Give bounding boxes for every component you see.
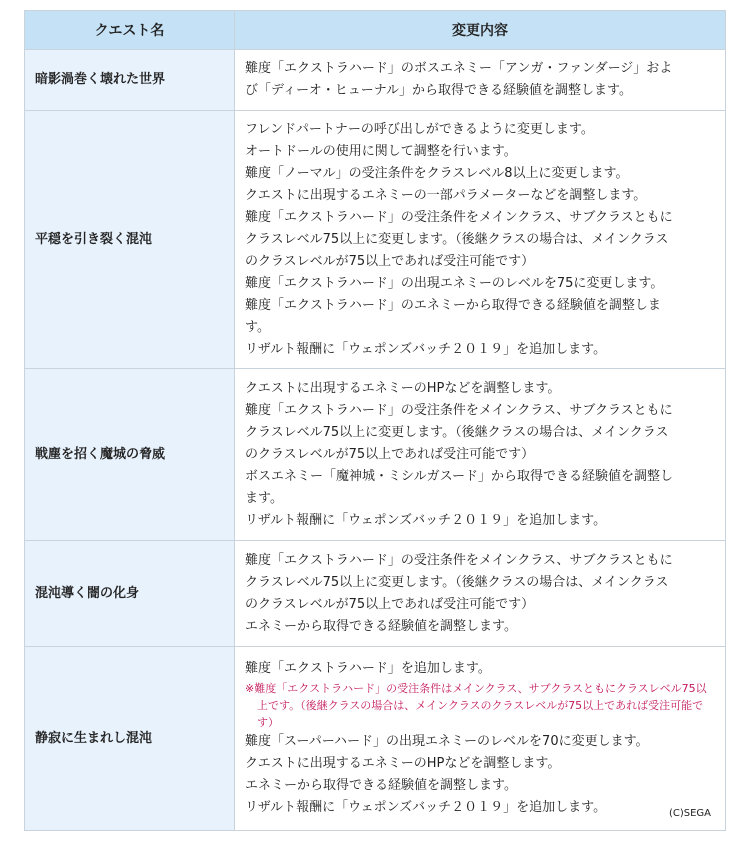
change-line: ボスエネミー「魔神城・ミシルガスード」から取得できる経験値を調整し	[245, 468, 674, 484]
change-line: フレンドパートナーの呼び出しができるように変更します。	[245, 121, 594, 137]
change-line: クラスレベル75以上に変更します。（後継クラスの場合は、メインクラス	[245, 574, 669, 590]
change-line: のクラスレベルが75以上であれば受注可能です）	[245, 596, 535, 612]
table-header-row	[25, 11, 726, 50]
quest-name: 静寂に生まれし混沌	[25, 647, 235, 831]
change-line: エネミーから取得できる経験値を調整します。	[245, 778, 517, 793]
table-row	[25, 111, 726, 369]
change-line: のクラスレベルが75以上であれば受注可能です）	[245, 446, 535, 462]
change-line: オートドールの使用に関して調整を行います。	[245, 143, 517, 159]
quest-name: 平穏を引き裂く混沌	[25, 111, 235, 369]
change-line: クエストに出現するエネミーのHPなどを調整します。	[245, 380, 561, 396]
change-line: のクラスレベルが75以上であれば受注可能です）	[245, 253, 535, 269]
change-line: クラスレベル75以上に変更します。（後継クラスの場合は、メインクラス	[245, 231, 669, 247]
change-description	[235, 369, 726, 541]
change-line: 難度「エクストラハード」の受注条件をメインクラス、サブクラスともに	[245, 402, 673, 418]
quest-name: 暗影渦巻く壊れた世界	[25, 50, 235, 111]
quest-name: 混沌導く闇の化身	[25, 541, 235, 647]
change-line: び「ディーオ・ヒューナル」から取得できる経験値を調整します。	[245, 83, 633, 98]
change-line: ます。	[245, 490, 283, 506]
change-line: 難度「エクストラハード」を追加します。	[245, 661, 491, 676]
change-line: クエストに出現するエネミーのHPなどを調整します。	[245, 756, 561, 771]
order-condition-note: ※難度「エクストラハード」の受注条件はメインクラス、サブクラスともにクラスレベル75以上です。（後継クラスの場合は、メインクラスのクラスレベルが75以上であれば受注可能です）	[245, 682, 707, 729]
change-line: 難度「スーパーハード」の出現エネミーのレベルを70に変更します。	[245, 734, 649, 749]
change-line: エネミーから取得できる経験値を調整します。	[245, 618, 517, 634]
quest-name-column-header: クエスト名	[25, 11, 235, 50]
change-line: リザルト報酬に「ウェポンズバッチ２０１９」を追加します。	[245, 512, 607, 528]
change-line: 難度「エクストラハード」のエネミーから取得できる経験値を調整しま	[245, 297, 661, 313]
table-row	[25, 369, 726, 541]
copyright-credit: (C)SEGA	[668, 808, 711, 819]
quest-changes-table	[24, 10, 726, 831]
change-line: 難度「エクストラハード」の受注条件をメインクラス、サブクラスともに	[245, 552, 673, 568]
changes-column-header: 変更内容	[235, 11, 726, 50]
change-line: クエストに出現するエネミーの一部パラメーターなどを調整します。	[245, 187, 647, 203]
table-row	[25, 50, 726, 111]
change-line: す。	[245, 319, 270, 335]
change-line: 難度「エクストラハード」の受注条件をメインクラス、サブクラスともに	[245, 209, 673, 225]
change-line: 難度「エクストラハード」のボスエネミー「アンガ・ファンダージ」およ	[245, 61, 673, 76]
change-line: クラスレベル75以上に変更します。（後継クラスの場合は、メインクラス	[245, 424, 669, 440]
quest-name: 戦塵を招く魔城の脅威	[25, 369, 235, 541]
table-row	[25, 541, 726, 647]
change-description	[235, 111, 726, 369]
change-line: リザルト報酬に「ウェポンズバッチ２０１９」を追加します。	[245, 800, 607, 815]
change-description	[235, 647, 726, 831]
change-description	[235, 50, 726, 111]
change-line: 難度「ノーマル」の受注条件をクラスレベル8以上に変更します。	[245, 165, 629, 181]
change-line: 難度「エクストラハード」の出現エネミーのレベルを75に変更します。	[245, 275, 664, 291]
change-line: リザルト報酬に「ウェポンズバッチ２０１９」を追加します。	[245, 341, 607, 357]
change-description	[235, 541, 726, 647]
table-row	[25, 647, 726, 831]
